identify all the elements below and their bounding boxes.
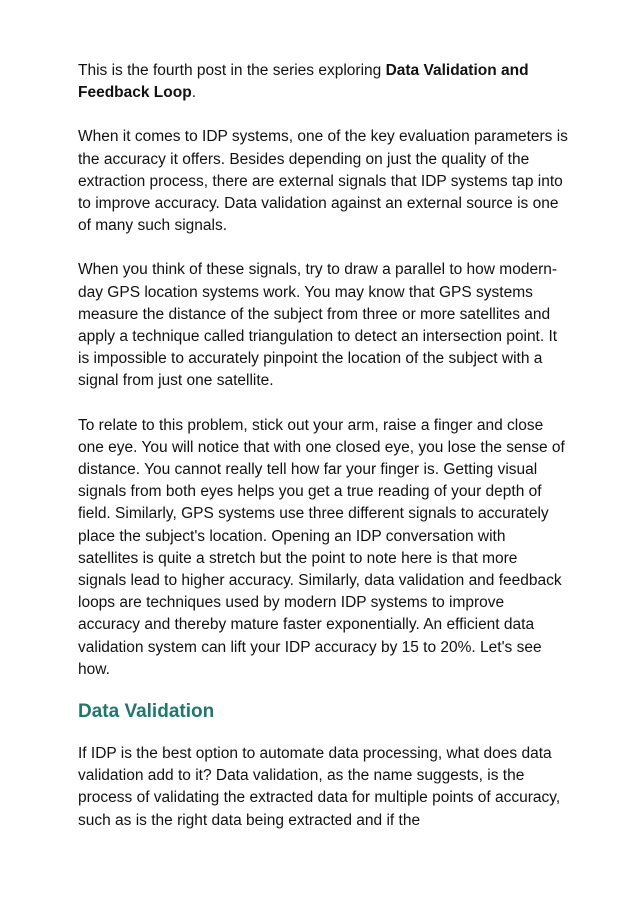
intro-suffix: . xyxy=(191,84,196,102)
paragraph-spacer xyxy=(78,393,568,415)
series-title: Data Validation and Feedback Loop xyxy=(78,62,529,102)
paragraph-spacer xyxy=(78,104,568,126)
intro-paragraph xyxy=(78,60,568,104)
paragraph-gps: When you think of these signals, try to draw a parallel to how modern-day GPS location systems work. You may know that GPS systems measure the distance of the subject from three or more satellites and apply a technique called triangulation to detect an intersection point. It is impossible to accurately pinpoint the location of the subject with a signal from just one satellite. xyxy=(78,261,558,390)
paragraph-data-validation: If IDP is the best option to automate data processing, what does data validation add to it? Data validation, as the name suggests, is the process of validating the extracted data for multiple points of accuracy, such as is the right data being extracted and if the xyxy=(78,745,561,829)
section-heading: Data Validation xyxy=(78,701,215,723)
paragraph-accuracy: When it comes to IDP systems, one of the key evaluation parameters is the accuracy it offers. Besides depending on just the quality of the extraction process, there are external signals that IDP systems tap into to improve accuracy. Data validation against an external source is one of many such signals. xyxy=(78,128,568,235)
paragraph-depth-analogy: To relate to this problem, stick out your arm, raise a finger and close one eye. You will notice that with one closed eye, you lose the sense of distance. You cannot really tell how far your finger is. Getting visual signals from both eyes helps you get a true reading of your depth of field. Similarly, GPS systems use three different signals to accurately place the subject's location. Opening an IDP conversation with satellites is quite a stretch but the point to note here is that more signals lead to higher accuracy. Similarly, data validation and feedback loops are techniques used by modern IDP systems to improve accuracy and thereby mature faster exponentially. An efficient data validation system can lift your IDP accuracy by 15 to 20%. Let's see how. xyxy=(78,416,565,678)
paragraph-spacer xyxy=(78,237,568,259)
intro-text: This is the fourth post in the series exploring xyxy=(78,62,386,79)
document-page xyxy=(78,60,568,832)
paragraph-spacer xyxy=(78,725,568,743)
paragraph-spacer xyxy=(78,681,568,699)
